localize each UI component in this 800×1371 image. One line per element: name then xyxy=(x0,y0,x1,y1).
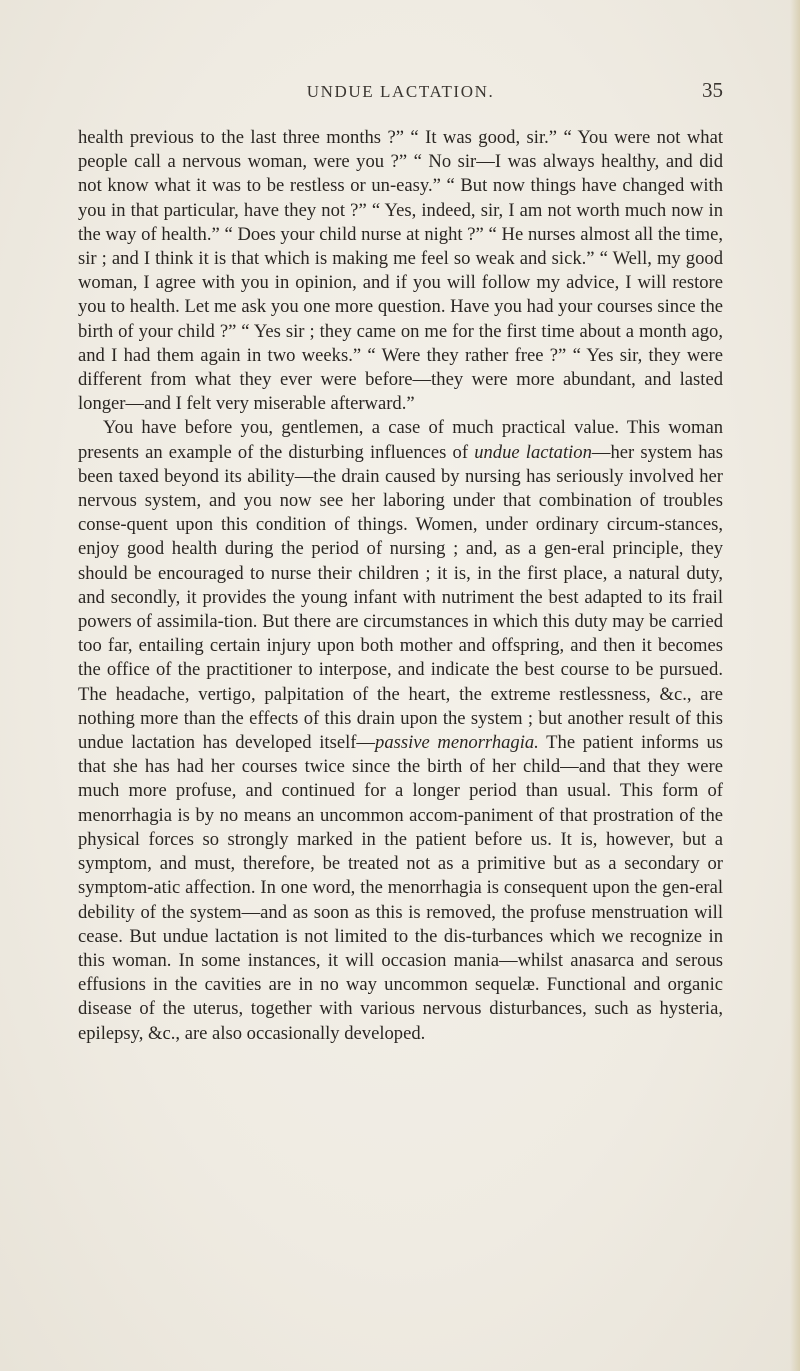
running-head xyxy=(78,78,723,112)
italic-term-passive-menorrhagia: passive menorrhagia. xyxy=(375,732,539,754)
running-head-title: UNDUE LACTATION. xyxy=(306,82,495,101)
paragraph-2-text-b: —her system has been taxed beyond its ability—the drain caused by nursing has seriously involved her nervous system, and you now see her laboring under that combination of troubles conse-quent upon this condition of things. Women, under ordinary circum-stances, enjoy good health during the period of nursing ; and, as a gen-eral principle, they should be encouraged to nurse their children ; it is, in the first place, a natural duty, and secondly, it provides the young infant with nutriment the best adapted to its frail powers of assimila-tion. But there are circumstances in which this duty may be carried too far, entailing certain injury upon both mother and offspring, and then it becomes the office of the practitioner to interpose, and indicate the best course to be pursued. The headache, vertigo, palpitation of the heart, the extreme restlessness, &c., are nothing more than the effects of this drain upon the system ; but another result of this undue lactation has developed itself— xyxy=(78,441,723,754)
paragraph-1-text: health previous to the last three months ?” “ It was good, sir.” “ You were not what people call a nervous woman, were you ?” “ No sir—I was always healthy, and did not know what it was to be restless or un-easy.” “ But now things have changed with you in that particular, have they not ?” “ Yes, indeed, sir, I am not worth much now in the way of health.” “ Does your child nurse at night ?” “ He nurses almost all the time, sir ; and I think it is that which is making me feel so weak and sick.” “ Well, my good woman, I agree with you in opinion, and if you will follow my advice, I will restore you to health. Let me ask you one more question. Have you had your courses since the birth of your child ?” “ Yes sir ; they came on me for the first time about a month ago, and I had them again in two weeks.” “ Were they rather free ?” “ Yes sir, they were different from what they ever were before—they were more abundant, and lasted longer—and I felt very miserable afterward.” xyxy=(78,127,723,415)
page-edge xyxy=(790,0,800,1371)
paragraph-2-text-a: You have before you, gentlemen, a case of much practical value. This woman presents an example of the disturbing influences of xyxy=(78,417,723,463)
paragraph-2-text-c: The patient informs us that she has had her courses twice since the birth of her child—and that they were much more profuse, and continued for a longer period than usual. This form of menorrhagia is by no means an uncommon accom-paniment of that prostration of the physical forces so strongly marked in the patient before us. It is, however, but a symptom, and must, therefore, be treated not as a primitive but as a secondary or symptom-atic affection. In one word, the menorrhagia is consequent upon the gen-eral debility of the system—and as soon as this is removed, the profuse menstruation will cease. But undue lactation is not limited to the dis-turbances which we recognize in this woman. In some instances, it will occasion mania—whilst anasarca and serous effusions in the cavities are in no way uncommon sequelæ. Functional and organic disease of the uterus, together with various nervous disturbances, such as hysteria, epilepsy, &c., are also occasionally developed. xyxy=(78,732,723,1044)
paragraph-1 xyxy=(78,126,723,416)
paragraph-2 xyxy=(78,416,723,1045)
page-number: 35 xyxy=(702,78,723,102)
italic-term-undue-lactation: undue lactation xyxy=(474,441,592,463)
body-text xyxy=(78,126,723,1046)
